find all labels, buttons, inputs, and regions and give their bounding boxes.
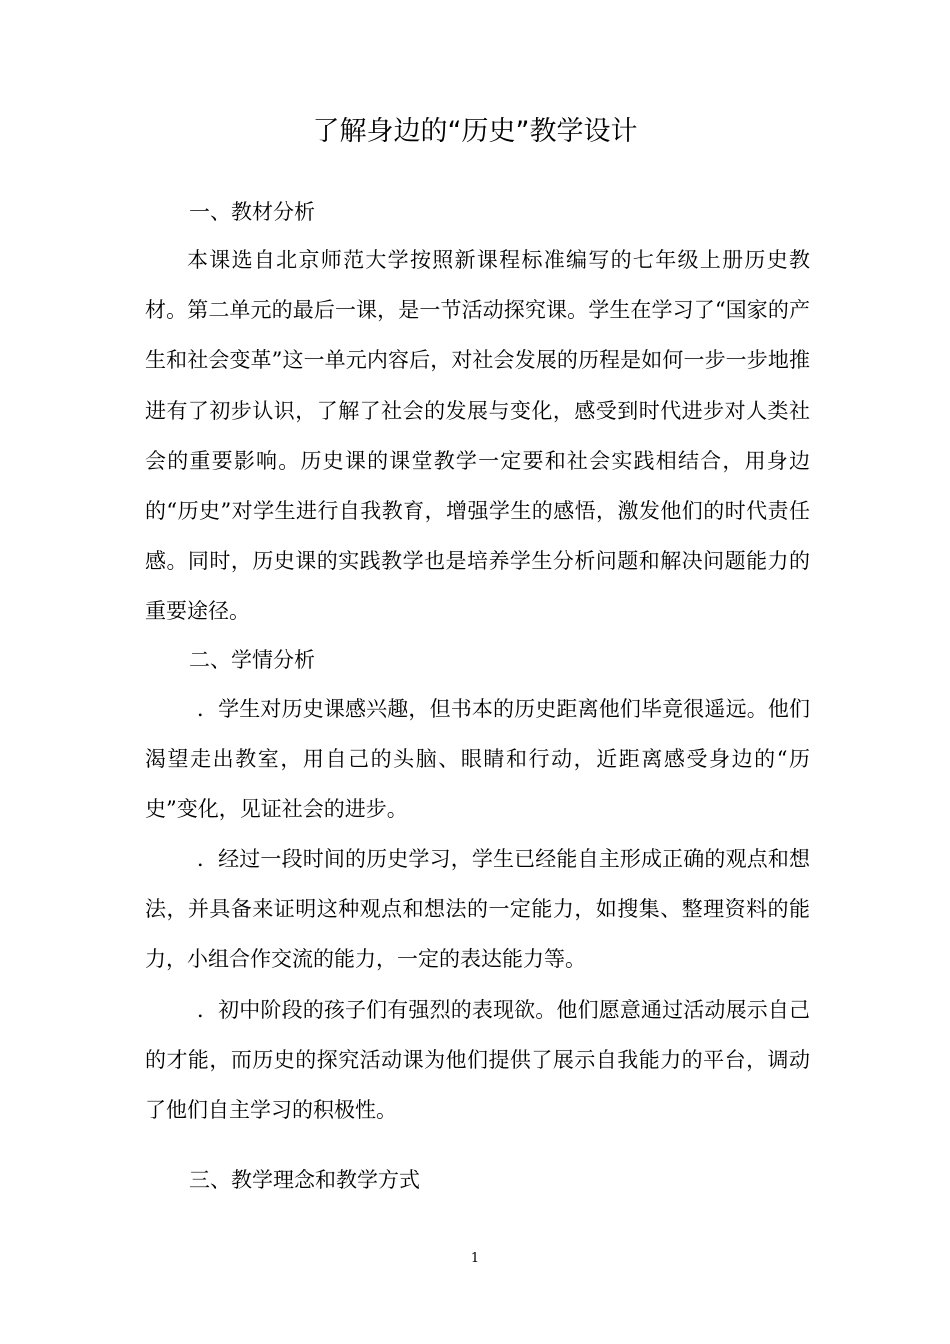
section-heading-learner-analysis: 二、学情分析 bbox=[189, 648, 315, 672]
list-item-learner-3: ．初中阶段的孩子们有强烈的表现欲。他们愿意通过活动展示自己的才能，而历史的探究活动课为他们提供了展示自我能力的平台，调动了他们自主学习的积极性。 bbox=[145, 998, 810, 1123]
paragraph-textbook-analysis: 本课选自北京师范大学按照新课程标准编写的七年级上册历史教材。第二单元的最后一课，是一节活动探究课。学生在学习了“国家的产生和社会变革”这一单元内容后，对社会发展的历程是如何一步一步地推进有了初步认识，了解了社会的发展与变化，感受到时代进步对人类社会的重要影响。历史课的课堂教学一定要和社会实践相结合，用身边的“历史”对学生进行自我教育，增强学生的感悟，激发他们的时代责任感。同时，历史课的实践教学也是培养学生分析问题和解决问题能力的重要途径。 bbox=[145, 248, 810, 624]
list-item-learner-1: ．学生对历史课感兴趣，但书本的历史距离他们毕竟很遥远。他们渴望走出教室，用自己的头脑、眼睛和行动，近距离感受身边的“历史”变化，见证社会的进步。 bbox=[145, 697, 810, 822]
section-heading-teaching-philosophy: 三、教学理念和教学方式 bbox=[189, 1168, 420, 1192]
list-item-learner-2: ．经过一段时间的历史学习，学生已经能自主形成正确的观点和想法，并具备来证明这种观点和想法的一定能力，如搜集、整理资料的能力，小组合作交流的能力，一定的表达能力等。 bbox=[145, 847, 810, 972]
section-heading-textbook-analysis: 一、教材分析 bbox=[189, 200, 315, 224]
document-title: 了解身边的“历史”教学设计 bbox=[312, 116, 638, 147]
page-number: 1 bbox=[470, 1251, 480, 1266]
